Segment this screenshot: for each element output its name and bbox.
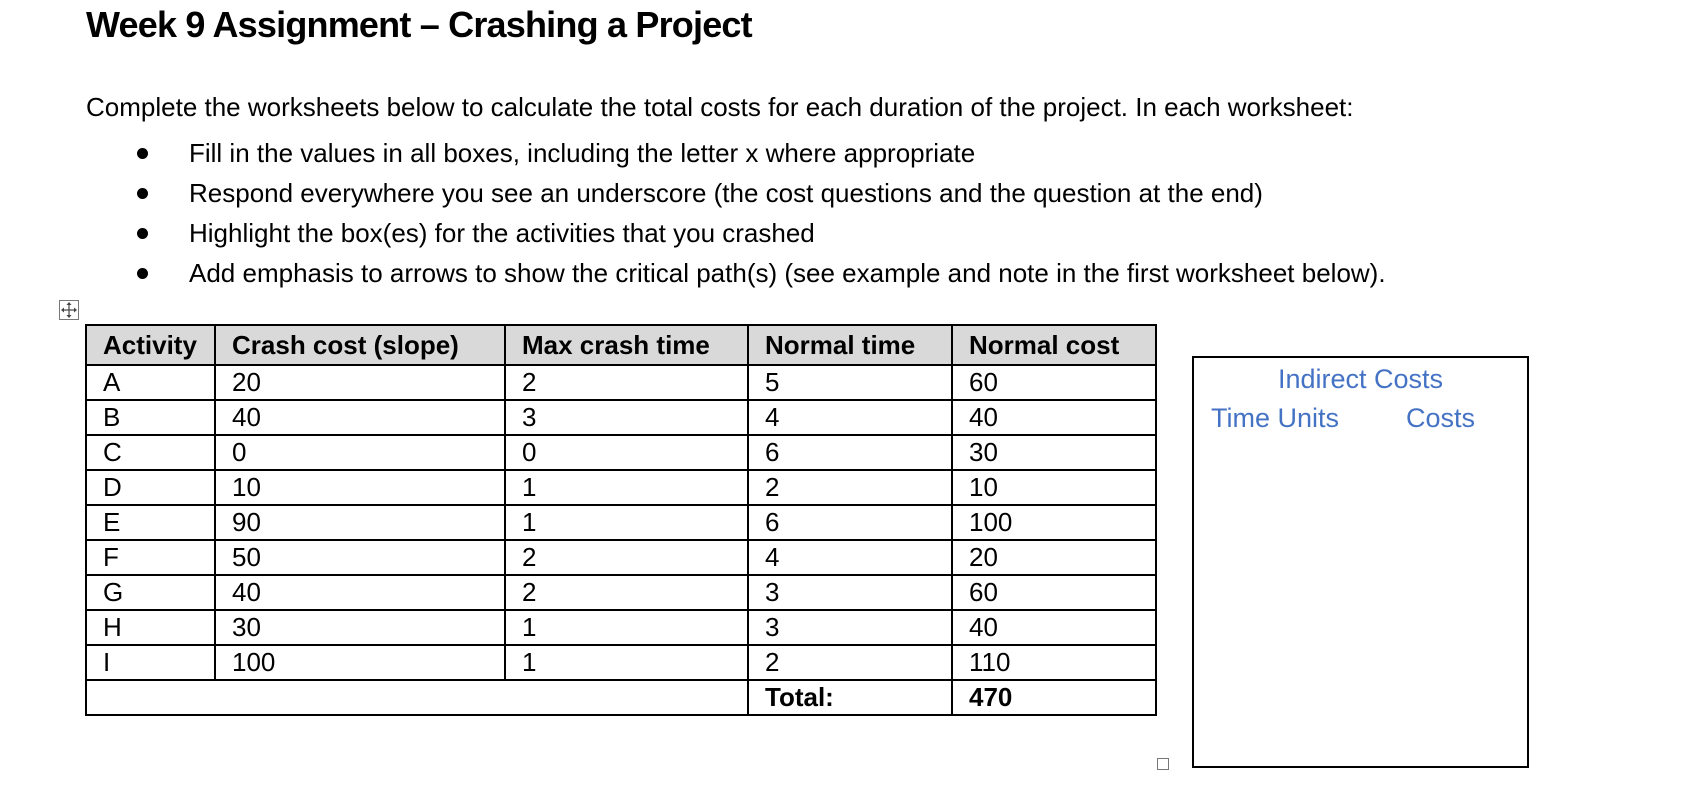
cell-activity[interactable]: B	[86, 400, 215, 435]
cell-max-crash-time[interactable]: 3	[505, 400, 748, 435]
table-row	[86, 435, 1156, 470]
bullet-icon	[137, 228, 148, 239]
cell-normal-cost[interactable]: 110	[952, 645, 1156, 680]
cell-normal-cost[interactable]: 40	[952, 400, 1156, 435]
table-row	[86, 400, 1156, 435]
instruction-text: Add emphasis to arrows to show the critical path(s) (see example and note in the first worksheet below).	[189, 258, 1386, 288]
cell-crash-cost[interactable]: 90	[215, 505, 505, 540]
cell-normal-time[interactable]: 6	[748, 435, 952, 470]
table-row	[86, 505, 1156, 540]
instruction-item	[0, 173, 1386, 213]
cell-max-crash-time[interactable]: 0	[505, 435, 748, 470]
instruction-item	[0, 213, 1386, 253]
cell-crash-cost[interactable]: 20	[215, 365, 505, 400]
table-row	[86, 610, 1156, 645]
cell-normal-time[interactable]: 4	[748, 400, 952, 435]
cell-crash-cost[interactable]: 30	[215, 610, 505, 645]
bullet-icon	[137, 268, 148, 279]
cell-max-crash-time[interactable]: 1	[505, 470, 748, 505]
cell-normal-cost[interactable]: 40	[952, 610, 1156, 645]
indirect-costs-title: Indirect Costs	[1277, 364, 1444, 394]
cell-normal-time[interactable]: 5	[748, 365, 952, 400]
cell-normal-cost[interactable]: 30	[952, 435, 1156, 470]
cell-max-crash-time[interactable]: 2	[505, 575, 748, 610]
cell-activity[interactable]: D	[86, 470, 215, 505]
cell-activity[interactable]: C	[86, 435, 215, 470]
table-header-row	[86, 325, 1156, 365]
cell-crash-cost[interactable]: 50	[215, 540, 505, 575]
cell-crash-cost[interactable]: 10	[215, 470, 505, 505]
cell-max-crash-time[interactable]: 1	[505, 645, 748, 680]
table-resize-handle-icon[interactable]	[1157, 758, 1169, 770]
total-blank-cell[interactable]	[86, 680, 748, 715]
instruction-item	[0, 133, 1386, 173]
cell-activity[interactable]: A	[86, 365, 215, 400]
instruction-item	[0, 253, 1386, 293]
cell-normal-time[interactable]: 6	[748, 505, 952, 540]
cell-max-crash-time[interactable]: 1	[505, 505, 748, 540]
table-row	[86, 470, 1156, 505]
cell-activity[interactable]: E	[86, 505, 215, 540]
cell-crash-cost[interactable]: 40	[215, 575, 505, 610]
cell-normal-time[interactable]: 4	[748, 540, 952, 575]
cell-normal-cost[interactable]: 60	[952, 365, 1156, 400]
cell-normal-time[interactable]: 3	[748, 575, 952, 610]
header-crash-cost: Crash cost (slope)	[215, 325, 505, 365]
total-value[interactable]: 470	[952, 680, 1156, 715]
page-title: Week 9 Assignment – Crashing a Project	[86, 4, 752, 45]
indirect-costs-label: Costs	[1406, 403, 1476, 433]
indirect-time-units-label: Time Units	[1211, 403, 1340, 433]
header-activity: Activity	[86, 325, 215, 365]
cell-crash-cost[interactable]: 40	[215, 400, 505, 435]
instruction-text: Fill in the values in all boxes, including the letter x where appropriate	[189, 138, 976, 168]
table-row	[86, 645, 1156, 680]
instruction-text: Respond everywhere you see an underscore (the cost questions and the question at the end)	[189, 178, 1263, 208]
cell-normal-cost[interactable]: 100	[952, 505, 1156, 540]
cell-max-crash-time[interactable]: 1	[505, 610, 748, 645]
instruction-text: Highlight the box(es) for the activities that you crashed	[189, 218, 815, 248]
instruction-list	[0, 133, 1386, 293]
bullet-icon	[137, 188, 148, 199]
cell-normal-time[interactable]: 3	[748, 610, 952, 645]
cell-max-crash-time[interactable]: 2	[505, 540, 748, 575]
cell-crash-cost[interactable]: 0	[215, 435, 505, 470]
cell-normal-cost[interactable]: 20	[952, 540, 1156, 575]
cell-activity[interactable]: F	[86, 540, 215, 575]
cell-normal-cost[interactable]: 60	[952, 575, 1156, 610]
table-row	[86, 365, 1156, 400]
table-row	[86, 540, 1156, 575]
bullet-icon	[137, 148, 148, 159]
cell-activity[interactable]: H	[86, 610, 215, 645]
total-row	[86, 680, 1156, 715]
indirect-costs-box[interactable]	[1192, 356, 1529, 768]
instructions-intro: Complete the worksheets below to calculate the total costs for each duration of the project. In each worksheet:	[86, 92, 1354, 122]
header-normal-cost: Normal cost	[952, 325, 1156, 365]
table-row	[86, 575, 1156, 610]
cell-normal-cost[interactable]: 10	[952, 470, 1156, 505]
header-max-crash-time: Max crash time	[505, 325, 748, 365]
header-normal-time: Normal time	[748, 325, 952, 365]
cell-crash-cost[interactable]: 100	[215, 645, 505, 680]
cell-activity[interactable]: I	[86, 645, 215, 680]
cell-normal-time[interactable]: 2	[748, 645, 952, 680]
table-move-handle-icon[interactable]	[59, 300, 79, 320]
cell-activity[interactable]: G	[86, 575, 215, 610]
cell-normal-time[interactable]: 2	[748, 470, 952, 505]
cell-max-crash-time[interactable]: 2	[505, 365, 748, 400]
activity-table	[85, 324, 1157, 716]
total-label: Total:	[748, 680, 952, 715]
